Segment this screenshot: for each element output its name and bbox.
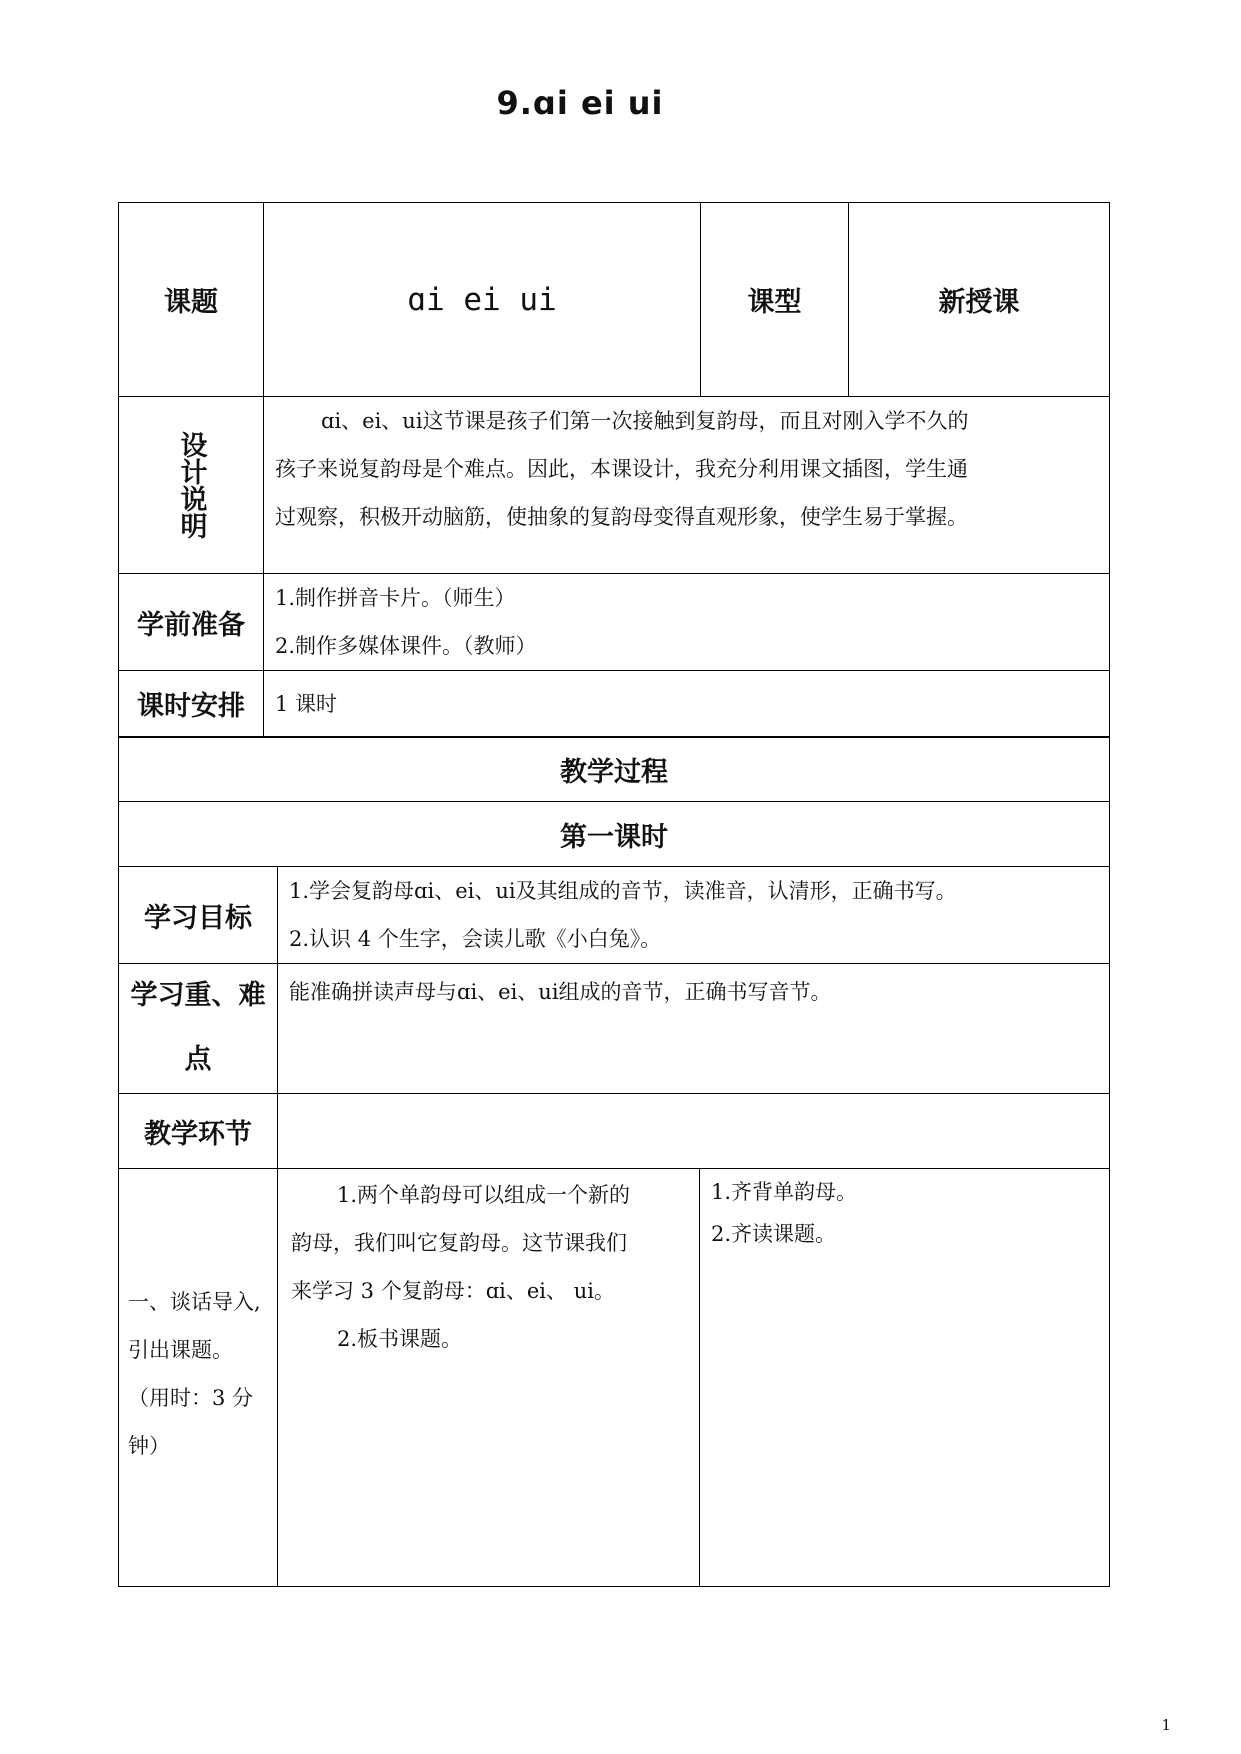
design-line-2: 孩子来说复韵母是个难点。因此，本课设计，我充分利用课文插图，学生通 xyxy=(275,457,968,481)
step1-name xyxy=(128,1278,276,1478)
step1-student xyxy=(711,1171,1105,1581)
key-points-label xyxy=(119,964,277,1093)
step1-teacher-line-4: 2.板书课题。 xyxy=(337,1327,463,1351)
step1-student-line-1: 1.齐背单韵母。 xyxy=(711,1180,858,1204)
steps-label: 教学环节 xyxy=(144,1118,252,1150)
goals-label: 学习目标 xyxy=(144,902,252,934)
step1-teacher-line-1: 1.两个单韵母可以组成一个新的 xyxy=(337,1183,631,1207)
prep-item-2: 2.制作多媒体课件。（教师） xyxy=(275,634,537,658)
schedule-value: 1 课时 xyxy=(275,691,338,716)
process-title: 教学过程 xyxy=(560,757,668,788)
goal-item-1: 1.学会复韵母ɑi、ei、ui及其组成的音节，读准音，认清形，正确书写。 xyxy=(289,879,957,903)
step1-teacher-line-2: 韵母，我们叫它复韵母。这节课我们 xyxy=(291,1231,627,1255)
key-points-value: 能准确拼读声母与ɑi、ei、ui组成的音节，正确书写音节。 xyxy=(289,980,832,1004)
key-points-label-line-2: 点 xyxy=(184,1044,212,1075)
step1-teacher xyxy=(291,1171,697,1581)
schedule-label: 课时安排 xyxy=(137,691,245,722)
step1-teacher-line-3: 来学习 3 个复韵母：ɑi、ei、 ui。 xyxy=(291,1279,615,1303)
design-line-1: ɑi、ei、ui这节课是孩子们第一次接触到复韵母，而且对刚入学不久的 xyxy=(321,409,969,433)
design-line-3: 过观察，积极开动脑筋，使抽象的复韵母变得直观形象，使学生易于掌握。 xyxy=(275,505,968,529)
goals-items xyxy=(289,867,1107,963)
step1-name-line-1: 一、谈话导入, xyxy=(128,1290,261,1314)
design-label: 设计说明 xyxy=(175,431,207,539)
lesson-title: 第一课时 xyxy=(560,821,668,853)
topic-label: 课题 xyxy=(164,287,218,318)
prep-label: 学前准备 xyxy=(137,609,245,641)
document-title: 9.ɑi ei ui xyxy=(496,84,664,122)
step1-name-line-4: 钟） xyxy=(128,1434,170,1458)
key-points-label-line-1: 学习重、难 xyxy=(130,980,266,1011)
design-label-cell xyxy=(119,397,263,573)
type-label: 课型 xyxy=(747,287,802,318)
type-value: 新授课 xyxy=(938,287,1020,318)
topic-value: ɑi ei ui xyxy=(407,281,557,318)
prep-item-1: 1.制作拼音卡片。（师生） xyxy=(275,586,516,610)
design-text xyxy=(275,397,1105,573)
page-number: 1 xyxy=(1161,1716,1171,1734)
step1-student-line-2: 2.齐读课题。 xyxy=(711,1222,837,1246)
prep-items xyxy=(275,574,1105,670)
step1-name-line-3: （用时：3 分 xyxy=(128,1386,254,1410)
goal-item-2: 2.认识 4 个生字，会读儿歌《小白兔》。 xyxy=(289,927,662,951)
step1-name-line-2: 引出课题。 xyxy=(128,1338,233,1362)
